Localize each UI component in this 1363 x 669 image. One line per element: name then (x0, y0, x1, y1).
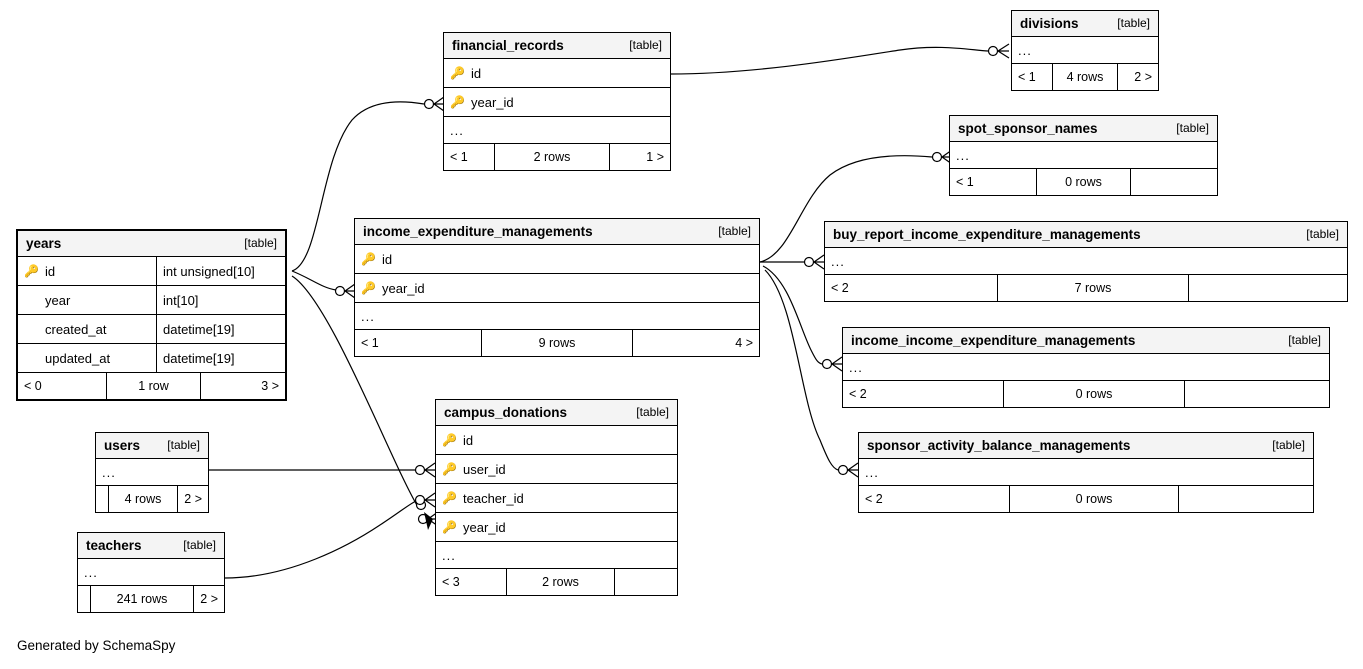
more-columns-ellipsis: ... (825, 248, 1347, 275)
foreign-key-icon: 🔑 (450, 95, 465, 109)
column-type: int unsigned[10] (156, 257, 285, 285)
more-columns-ellipsis: ... (859, 459, 1313, 486)
column-type: datetime[19] (156, 315, 285, 343)
more-columns-ellipsis: ... (950, 142, 1217, 169)
table-column-row (436, 513, 677, 542)
table-tag: [table] (167, 438, 200, 452)
footer-row-count: 241 rows (90, 586, 194, 612)
table-title: financial_records (452, 37, 564, 53)
column-name-cell (436, 520, 677, 535)
column-name-cell (355, 252, 759, 267)
table-header (444, 33, 670, 59)
primary-key-icon: 🔑 (24, 264, 39, 278)
table-footer (825, 275, 1347, 301)
table-node-income-income-expenditure-managements[interactable] (842, 327, 1330, 408)
primary-key-icon: 🔑 (361, 252, 376, 266)
footer-prev-count[interactable]: < 1 (450, 150, 468, 164)
footer-next-count[interactable] (1189, 275, 1347, 301)
table-column-row (18, 315, 285, 344)
table-title: users (104, 437, 141, 453)
table-column-row (436, 426, 677, 455)
table-column-row (355, 274, 759, 303)
column-label: teacher_id (463, 490, 524, 506)
footer-next-count[interactable]: 1 > (646, 150, 664, 164)
footer-row-count: 2 rows (506, 569, 615, 595)
column-name-cell (18, 264, 156, 279)
table-title: teachers (86, 537, 142, 553)
footer-next-count[interactable]: 4 > (735, 336, 753, 350)
table-header (78, 533, 224, 559)
footer-prev-count[interactable] (96, 486, 108, 512)
table-column-row (436, 455, 677, 484)
column-type: int[10] (156, 286, 285, 314)
column-name-cell (436, 491, 677, 506)
column-name-cell (18, 351, 156, 366)
table-node-income-expenditure-managements[interactable] (354, 218, 760, 357)
table-node-financial-records[interactable] (443, 32, 671, 171)
column-label: created_at (45, 321, 107, 337)
table-tag: [table] (1117, 16, 1150, 30)
table-column-row (18, 257, 285, 286)
table-column-row (444, 59, 670, 88)
foreign-key-icon: 🔑 (442, 520, 457, 534)
footer-row-count: 7 rows (997, 275, 1189, 301)
column-name-cell (436, 433, 677, 448)
footer-prev-count[interactable]: < 1 (956, 175, 974, 189)
table-footer (444, 144, 670, 170)
footer-row-count: 9 rows (481, 330, 633, 356)
footer-prev-count[interactable]: < 2 (831, 281, 849, 295)
column-name-cell (355, 281, 759, 296)
column-name-cell (18, 293, 156, 308)
footer-row-count: 0 rows (1009, 486, 1179, 512)
more-columns-ellipsis: ... (355, 303, 759, 330)
table-footer (436, 569, 677, 595)
primary-key-icon: 🔑 (450, 66, 465, 80)
column-label: id (471, 65, 482, 81)
table-header (859, 433, 1313, 459)
table-tag: [table] (1306, 227, 1339, 241)
column-label: year_id (382, 280, 425, 296)
table-column-row (355, 245, 759, 274)
table-tag: [table] (1288, 333, 1321, 347)
table-column-row (436, 484, 677, 513)
more-columns-ellipsis: ... (843, 354, 1329, 381)
table-title: sponsor_activity_balance_managements (867, 437, 1131, 453)
footer-next-count[interactable] (1179, 486, 1313, 512)
footer-row-count: 0 rows (1003, 381, 1185, 407)
column-label: id (463, 432, 474, 448)
table-footer (355, 330, 759, 356)
generated-by-label: Generated by SchemaSpy (17, 638, 176, 653)
table-column-row (18, 344, 285, 373)
table-tag: [table] (636, 405, 669, 419)
table-title: buy_report_income_expenditure_managements (833, 226, 1141, 242)
table-footer (1012, 64, 1158, 90)
footer-prev-count[interactable]: < 1 (1018, 70, 1036, 84)
more-columns-ellipsis: ... (78, 559, 224, 586)
column-name-cell (436, 462, 677, 477)
column-label: user_id (463, 461, 506, 477)
table-footer (96, 486, 208, 512)
footer-prev-count[interactable]: < 0 (24, 379, 42, 393)
table-title: income_expenditure_managements (363, 223, 593, 239)
table-node-years[interactable] (16, 229, 287, 401)
table-footer (950, 169, 1217, 195)
footer-prev-count[interactable]: < 2 (865, 492, 883, 506)
table-tag: [table] (244, 236, 277, 250)
column-label: id (45, 263, 56, 279)
table-footer (843, 381, 1329, 407)
table-node-teachers[interactable] (77, 532, 225, 613)
more-columns-ellipsis: ... (444, 117, 670, 144)
footer-next-count[interactable]: 2 > (200, 592, 218, 606)
table-header (825, 222, 1347, 248)
table-footer (859, 486, 1313, 512)
column-label: updated_at (45, 350, 111, 366)
footer-next-count[interactable] (615, 569, 677, 595)
footer-row-count: 4 rows (108, 486, 178, 512)
column-label: year (45, 292, 71, 308)
column-type: datetime[19] (156, 344, 285, 372)
footer-next-count[interactable]: 3 > (261, 379, 279, 393)
footer-row-count: 4 rows (1052, 64, 1118, 90)
footer-next-count[interactable]: 2 > (184, 492, 202, 506)
footer-row-count: 2 rows (494, 144, 610, 170)
table-tag: [table] (183, 538, 216, 552)
table-tag: [table] (1176, 121, 1209, 135)
column-name-cell (444, 95, 670, 110)
more-columns-ellipsis: ... (1012, 37, 1158, 64)
table-node-sponsor-activity-balance-managements[interactable] (858, 432, 1314, 513)
table-node-users[interactable] (95, 432, 209, 513)
primary-key-icon: 🔑 (442, 433, 457, 447)
table-tag: [table] (1272, 438, 1305, 452)
footer-row-count: 0 rows (1036, 169, 1131, 195)
table-footer (18, 373, 285, 399)
table-tag: [table] (718, 224, 751, 238)
table-header (436, 400, 677, 426)
footer-next-count[interactable] (1131, 169, 1217, 195)
table-header (950, 116, 1217, 142)
footer-prev-count[interactable]: < 2 (849, 387, 867, 401)
column-label: year_id (463, 519, 506, 535)
footer-prev-count[interactable]: < 1 (361, 336, 379, 350)
footer-prev-count[interactable] (78, 586, 90, 612)
column-label: id (382, 251, 393, 267)
table-header (96, 433, 208, 459)
table-header (843, 328, 1329, 354)
table-title: spot_sponsor_names (958, 120, 1098, 136)
footer-next-count[interactable]: 2 > (1134, 70, 1152, 84)
table-column-row (18, 286, 285, 315)
foreign-key-icon: 🔑 (442, 462, 457, 476)
table-node-campus-donations[interactable] (435, 399, 678, 596)
table-title: divisions (1020, 15, 1079, 31)
table-title: income_income_expenditure_managements (851, 332, 1136, 348)
table-header (18, 231, 285, 257)
table-header (1012, 11, 1158, 37)
foreign-key-icon: 🔑 (442, 491, 457, 505)
footer-next-count[interactable] (1185, 381, 1329, 407)
footer-prev-count[interactable]: < 3 (442, 575, 460, 589)
column-name-cell (444, 66, 670, 81)
more-columns-ellipsis: ... (96, 459, 208, 486)
more-columns-ellipsis: ... (436, 542, 677, 569)
footer-row-count: 1 row (106, 373, 201, 399)
table-header (355, 219, 759, 245)
foreign-key-icon: 🔑 (361, 281, 376, 295)
table-node-buy-report-income-expenditure-managements[interactable] (824, 221, 1348, 302)
table-footer (78, 586, 224, 612)
table-title: years (26, 235, 62, 251)
column-name-cell (18, 322, 156, 337)
column-label: year_id (471, 94, 514, 110)
table-title: campus_donations (444, 404, 568, 420)
table-node-spot-sponsor-names[interactable] (949, 115, 1218, 196)
table-tag: [table] (629, 38, 662, 52)
table-node-divisions[interactable] (1011, 10, 1159, 91)
table-column-row (444, 88, 670, 117)
